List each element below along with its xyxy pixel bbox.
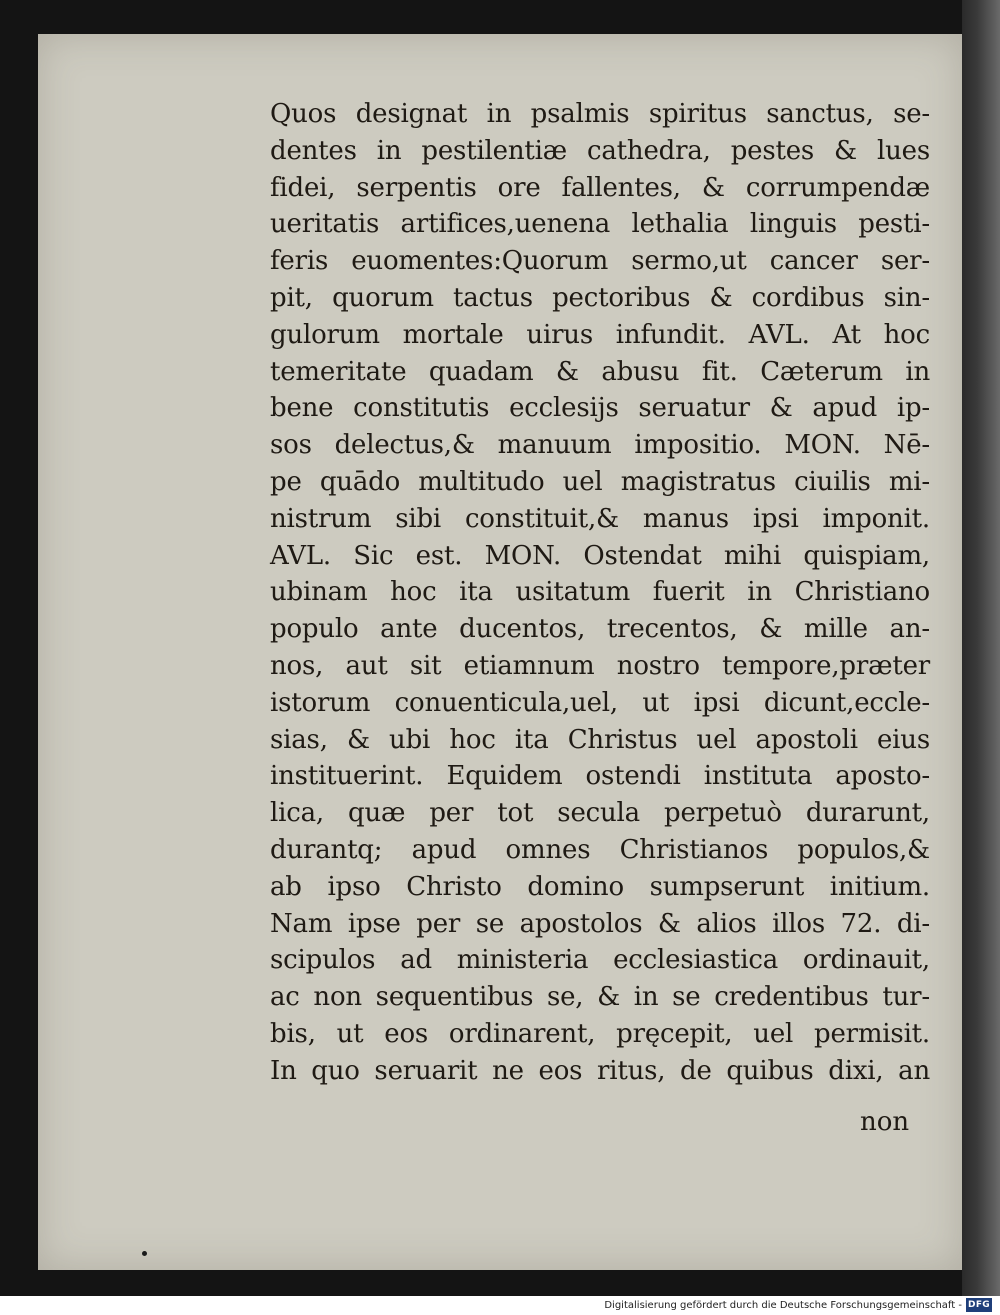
text-line: sos delectus,& manuum impositio. MON. Nē- xyxy=(270,430,930,461)
text-line: populo ante ducentos, trecentos, & mille an- xyxy=(270,614,930,645)
text-line: durantq; apud omnes Christianos populos,& xyxy=(270,834,930,865)
footer-bar xyxy=(0,1296,1000,1315)
text-block xyxy=(270,96,930,1090)
funding-credit: Digitalisierung gefördert durch die Deutsche Forschungsgemeinschaft - xyxy=(604,1300,962,1311)
catchword: non xyxy=(860,1107,910,1137)
text-line: fidei, serpentis ore fallentes, & corrumpendæ xyxy=(270,172,930,203)
text-line: bis, ut eos ordinarent, pręcepit, uel permisit. xyxy=(270,1018,930,1049)
text-line: gulorum mortale uirus infundit. AVL. At hoc xyxy=(270,319,930,350)
text-line: Quos designat in psalmis spiritus sanctus, se- xyxy=(270,99,930,129)
text-line: scipulos ad ministeria ecclesiastica ordinauit, xyxy=(270,945,930,976)
text-line: lica, quæ per tot secula perpetuò durarunt, xyxy=(270,798,930,829)
text-line: pit, quorum tactus pectoribus & cordibus sin- xyxy=(270,282,930,313)
text-line: pe quādo multitudo uel magistratus ciuilis mi- xyxy=(270,466,930,497)
text-line: dentes in pestilentiæ cathedra, pestes & lues xyxy=(270,135,930,166)
text-line: ueritatis artifices,uenena lethalia linguis pesti- xyxy=(270,209,930,240)
text-line: Nam ipse per se apostolos & alios illos 72. di- xyxy=(270,908,930,939)
text-line: istorum conuenticula,uel, ut ipsi dicunt,eccle- xyxy=(270,687,930,718)
text-line: ac non sequentibus se, & in se credentibus tur- xyxy=(270,982,930,1013)
text-line: AVL. Sic est. MON. Ostendat mihi quispiam, xyxy=(270,540,930,571)
text-line: ab ipso Christo domino sumpserunt initium. xyxy=(270,871,930,902)
text-line: In quo seruarit ne eos ritus, de quibus dixi, an xyxy=(270,1055,930,1086)
text-line: nos, aut sit etiamnum nostro tempore,præter xyxy=(270,650,930,681)
ink-dot xyxy=(142,1251,147,1256)
text-line: instituerint. Equidem ostendi instituta aposto- xyxy=(270,761,930,792)
text-line: temeritate quadam & abusu fit. Cæterum in xyxy=(270,356,930,387)
text-line: nistrum sibi constituit,& manus ipsi imponit. xyxy=(270,503,930,534)
book-page xyxy=(38,34,962,1270)
text-line: feris euomentes:Quorum sermo,ut cancer ser- xyxy=(270,246,930,277)
text-line: ubinam hoc ita usitatum fuerit in Christiano xyxy=(270,577,930,608)
book-edge xyxy=(962,0,1000,1296)
dfg-logo-icon: DFG xyxy=(966,1298,992,1312)
text-line: sias, & ubi hoc ita Christus uel apostoli eius xyxy=(270,724,930,755)
text-line: bene constitutis ecclesijs seruatur & apud ip- xyxy=(270,393,930,424)
